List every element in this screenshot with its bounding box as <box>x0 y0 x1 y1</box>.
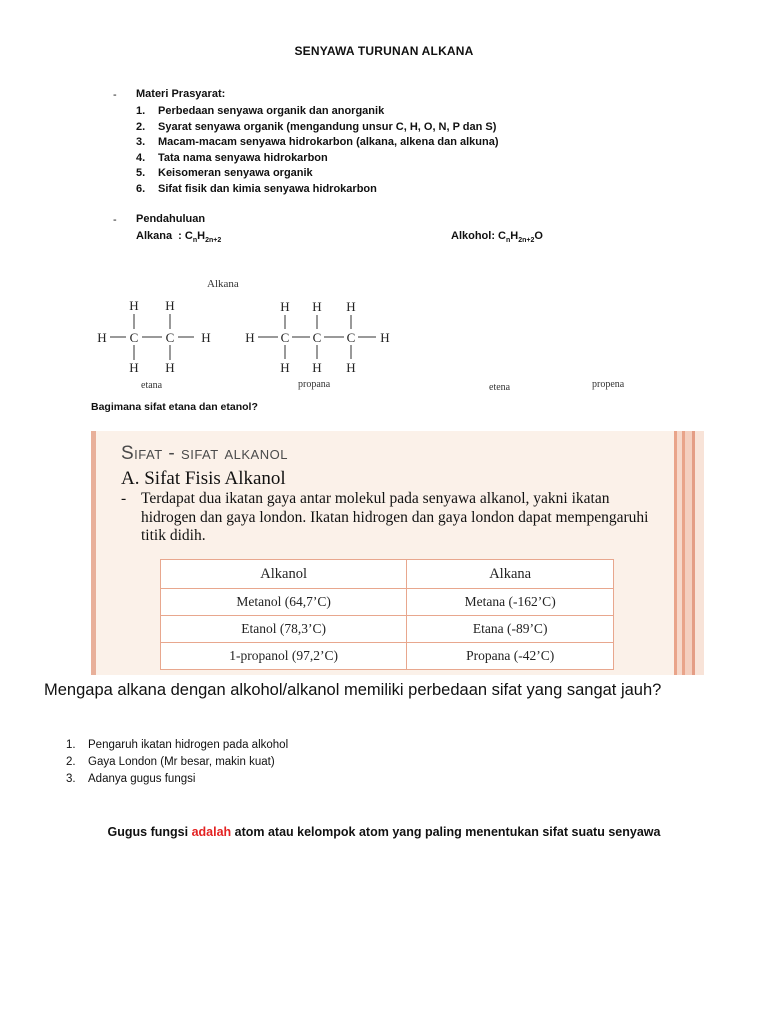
list-item: 2. Syarat senyawa organik (mengandung unsur C, H, O, N, P dan S) <box>136 120 497 133</box>
atom-h: H <box>129 298 139 313</box>
slide-bullet: - <box>121 490 127 507</box>
alkane-formula: Alkana : $C_nH_{2n+2}$ <box>136 230 222 245</box>
slide-subtitle: A. Sifat Fisis Alkanol <box>121 468 286 489</box>
slide-body-text: Terdapat dua ikatan gaya antar molekul pada senyawa alkanol, yakni ikatan hidrogen dan gaya london. Ikatan hidrogen dan gaya london dapat mempengaruhi titik didih. <box>141 490 649 544</box>
list-item: 5. Keisomeran senyawa organik <box>136 167 313 180</box>
list-item: 6. Sifat fisik dan kimia senyawa hidrokarbon <box>136 182 377 195</box>
definition-highlight: adalah <box>191 825 232 839</box>
atom-h: H <box>165 360 175 375</box>
structures-caption: Alkana <box>207 278 239 290</box>
atom-c: C <box>165 330 175 345</box>
prereq-heading: Materi Prasyarat: <box>136 88 226 100</box>
boiling-point-table <box>160 559 614 670</box>
label-propana: propana <box>298 379 331 390</box>
atom-c: C <box>280 330 290 345</box>
question-etana-etanol: Bagimana sifat etana dan etanol? <box>91 401 258 413</box>
slide-body <box>121 490 666 546</box>
atom-h: H <box>280 299 290 314</box>
definition: Gugus fungsi adalah atom atau kelompok atom yang paling menentukan sifat suatu senyawa <box>107 825 661 839</box>
list-item: 4. Tata nama senyawa hidrokarbon <box>136 151 328 164</box>
table-cell: Metanol (64,7’C) <box>161 589 407 616</box>
list-item: 1. Pengaruh ikatan hidrogen pada alkohol <box>66 739 289 751</box>
label-etena: etena <box>489 382 511 393</box>
atom-c: C <box>129 330 139 345</box>
atom-c: C <box>346 330 356 345</box>
atom-h: H <box>165 298 175 313</box>
table-header: Alkana <box>407 560 614 589</box>
atom-h: H <box>312 299 322 314</box>
slide-stripe-decoration <box>674 431 704 675</box>
atom-h: H <box>97 330 107 345</box>
label-etana: etana <box>141 380 163 391</box>
atom-h: H <box>312 360 322 375</box>
table-cell: Metana (-162’C) <box>407 589 614 616</box>
atom-h: H <box>380 330 390 345</box>
table-row <box>161 589 614 616</box>
atom-c: C <box>312 330 322 345</box>
list-item: 3. Macam-macam senyawa hidrokarbon (alkana, alkena dan alkuna) <box>136 136 499 149</box>
atom-labels <box>97 298 389 375</box>
table-header-row <box>161 560 614 589</box>
atom-h: H <box>346 299 356 314</box>
table-cell: 1-propanol (97,2’C) <box>161 643 407 670</box>
atom-h: H <box>129 360 139 375</box>
atom-h: H <box>245 330 255 345</box>
prereq-dash: - <box>113 89 117 101</box>
list-item: 2. Gaya London (Mr besar, makin kuat) <box>66 756 275 768</box>
table-cell: Propana (-42’C) <box>407 643 614 670</box>
atom-h: H <box>201 330 211 345</box>
page-title: SENYAWA TURUNAN ALKANA <box>294 44 474 58</box>
atom-h: H <box>346 360 356 375</box>
question-alkana-alkohol: Mengapa alkana dengan alkohol/alkanol memiliki perbedaan sifat yang sangat jauh? <box>44 681 662 699</box>
intro-dash: - <box>113 214 117 226</box>
table-row <box>161 643 614 670</box>
slide-title: Sifat - sifat alkanol <box>121 443 288 464</box>
list-item: 3. Adanya gugus fungsi <box>66 773 196 785</box>
table-header: Alkanol <box>161 560 407 589</box>
list-item: 1. Perbedaan senyawa organik dan anorganik <box>136 105 385 117</box>
intro-heading: Pendahuluan <box>136 213 206 225</box>
bond-lines <box>110 314 376 360</box>
table-cell: Etana (-89’C) <box>407 616 614 643</box>
table-cell: Etanol (78,3’C) <box>161 616 407 643</box>
alcohol-formula: Alkohol: $C_nH_{2n+2}O$ <box>451 230 543 245</box>
structural-formulas <box>88 292 408 378</box>
atom-h: H <box>280 360 290 375</box>
prereq-list <box>136 104 499 198</box>
label-propena: propena <box>592 379 625 390</box>
reasons-list <box>66 737 288 788</box>
table-row <box>161 616 614 643</box>
